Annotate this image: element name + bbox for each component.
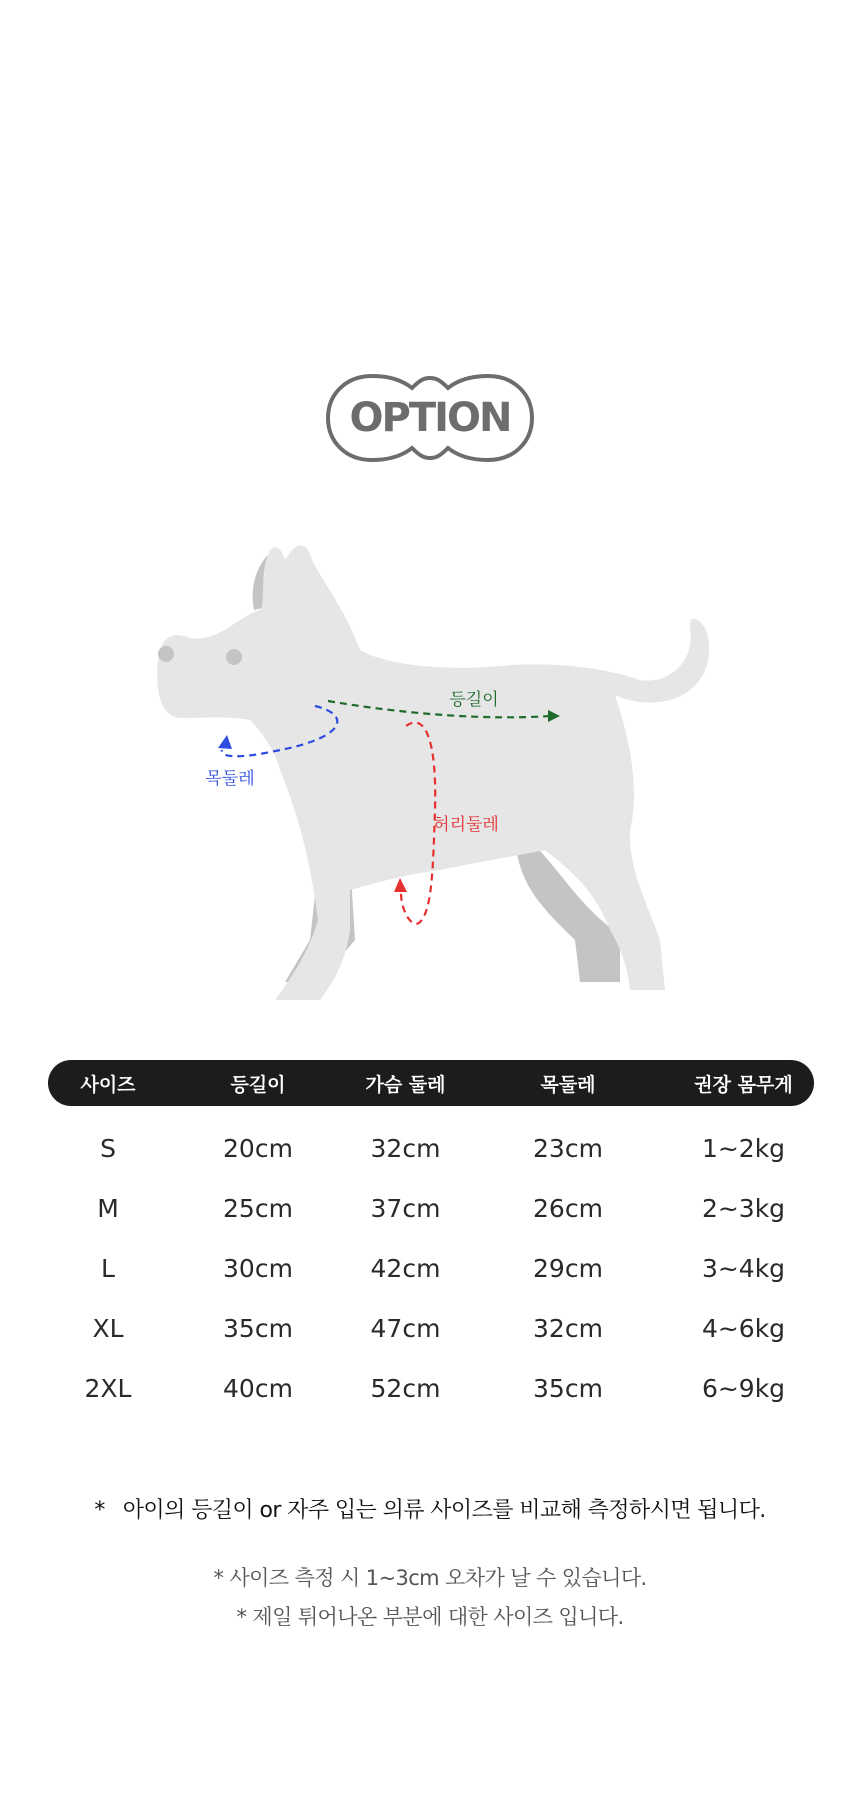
cell-back-length: 30cm [223, 1253, 293, 1283]
cell-back-length: 40cm [223, 1373, 293, 1403]
cell-neck-girth: 26cm [533, 1193, 603, 1223]
table-header [48, 1060, 814, 1106]
cell-chest-girth: 47cm [370, 1313, 441, 1343]
cell-size: L [101, 1253, 115, 1283]
waist-girth-label: 허리둘레 [433, 815, 499, 835]
waist-girth-arrow-icon [394, 878, 407, 892]
table-row [48, 1358, 814, 1418]
header-back-length: 등길이 [230, 1073, 286, 1096]
header-neck-girth: 목둘레 [540, 1073, 596, 1096]
option-label: OPTION [349, 395, 511, 441]
cell-chest-girth: 42cm [370, 1253, 441, 1283]
dog-illustration [150, 530, 720, 1010]
note-text: 아이의 등길이 or 자주 입는 의류 사이즈를 비교해 측정하시면 됩니다. [122, 1498, 766, 1523]
note-asterisk: * [94, 1498, 105, 1523]
cell-neck-girth: 23cm [533, 1133, 603, 1163]
cell-neck-girth: 32cm [533, 1313, 603, 1343]
size-table [48, 1060, 814, 1418]
neck-girth-arrow-icon [218, 735, 232, 749]
cell-back-length: 20cm [223, 1133, 293, 1163]
header-recommended-weight: 권장 몸무게 [694, 1073, 793, 1096]
table-row [48, 1298, 814, 1358]
table-body [48, 1118, 814, 1418]
cell-weight: 2~3kg [701, 1193, 786, 1223]
cell-size: 2XL [84, 1373, 132, 1403]
cell-back-length: 35cm [223, 1313, 293, 1343]
option-badge [324, 370, 536, 466]
cell-neck-girth: 29cm [533, 1253, 603, 1283]
cell-back-length: 25cm [223, 1193, 293, 1223]
cell-chest-girth: 37cm [370, 1193, 441, 1223]
cell-chest-girth: 52cm [370, 1373, 441, 1403]
error-margin-note: * 사이즈 측정 시 1~3cm 오차가 날 수 있습니다. [213, 1566, 647, 1590]
cell-chest-girth: 32cm [370, 1133, 441, 1163]
table-row [48, 1238, 814, 1298]
cell-weight: 3~4kg [701, 1253, 786, 1283]
dog-nose [158, 646, 174, 662]
header-chest-girth: 가슴 둘레 [365, 1073, 446, 1096]
dog-eye [226, 649, 242, 665]
cell-size: XL [92, 1313, 124, 1343]
table-row [48, 1178, 814, 1238]
neck-girth-label: 목둘레 [205, 769, 255, 789]
protrusion-note: * 제일 튀어나온 부분에 대한 사이즈 입니다. [236, 1605, 624, 1629]
cell-size: M [97, 1193, 119, 1223]
dog-measurement-figure [150, 530, 720, 1010]
cell-neck-girth: 35cm [533, 1373, 603, 1403]
back-length-label: 등길이 [449, 690, 499, 710]
cell-weight: 4~6kg [701, 1313, 786, 1343]
cell-weight: 6~9kg [701, 1373, 786, 1403]
measurement-note [0, 1493, 860, 1524]
table-row [48, 1118, 814, 1178]
cell-size: S [100, 1133, 116, 1163]
header-size: 사이즈 [80, 1073, 136, 1096]
cell-weight: 1~2kg [701, 1133, 786, 1163]
